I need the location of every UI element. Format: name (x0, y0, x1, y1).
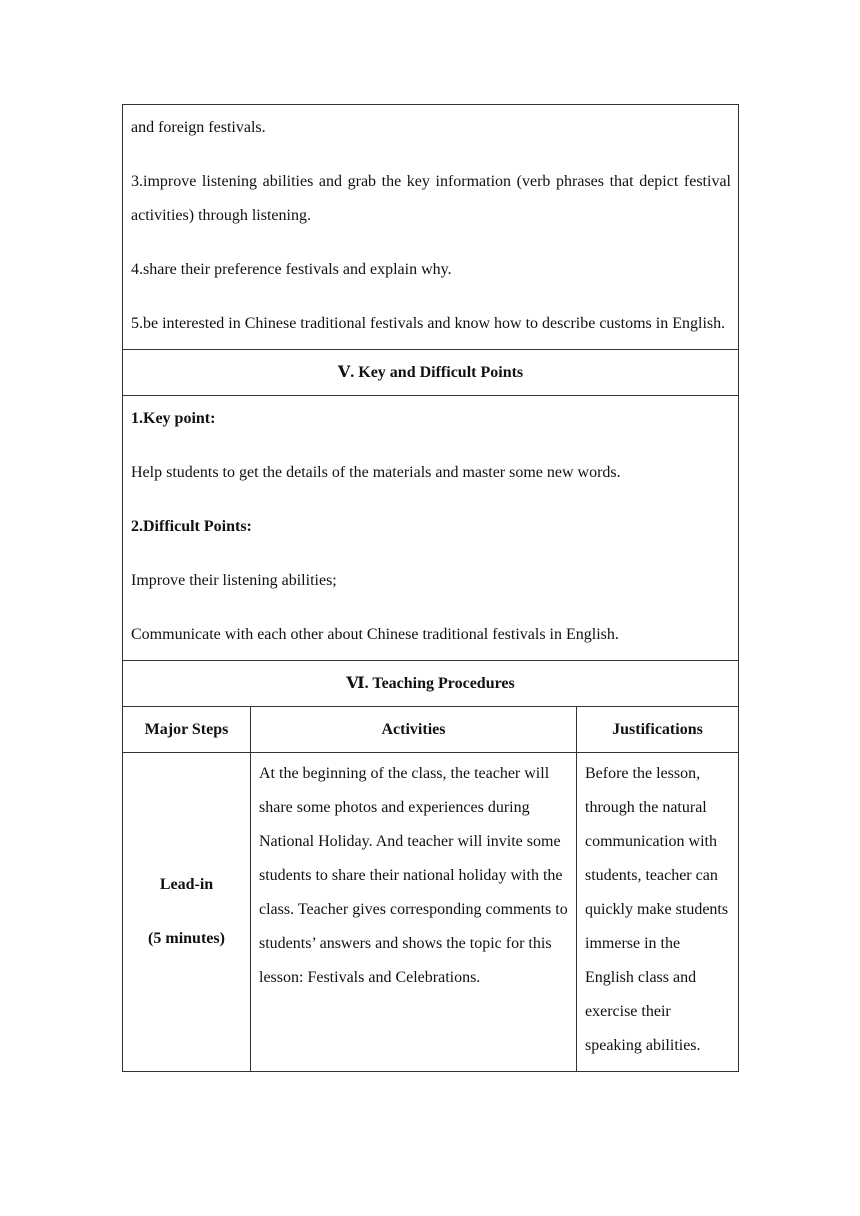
objectives-cell (123, 105, 739, 350)
section-5-heading-row (123, 350, 739, 396)
objective-continuation: and foreign festivals. (131, 119, 266, 136)
procedures-header-row (123, 707, 739, 753)
justification-cell (577, 753, 739, 1072)
activity-text: At the beginning of the class, the teacher will share some photos and experiences during National Holiday. And teacher will invite some students to share their national holiday with the class. Teacher gives corresponding comments to students’ answers and shows the topic for this lesson: Festivals and Celebrations. (259, 765, 568, 986)
objective-item-3: 3.improve listening abilities and grab the key information (verb phrases that depict festival activities) through listening. (131, 173, 731, 224)
objective-item-5: 5.be interested in Chinese traditional festivals and know how to describe customs in English. (131, 315, 726, 332)
key-point-text: Help students to get the details of the materials and master some new words. (131, 464, 621, 481)
difficult-point-1: Improve their listening abilities; (131, 572, 337, 589)
section-6-heading-row (123, 661, 739, 707)
activity-cell (251, 753, 577, 1072)
step-duration: (5 minutes) (148, 930, 225, 947)
objectives-row (123, 105, 739, 350)
table-row (123, 753, 739, 1072)
objective-item-4: 4.share their preference festivals and explain why. (131, 261, 452, 278)
step-name: Lead-in (159, 876, 214, 893)
step-cell (123, 753, 251, 1072)
column-header-justifications: Justifications (577, 707, 739, 753)
difficult-point-2: Communicate with each other about Chinese traditional festivals in English. (131, 626, 619, 643)
lesson-plan-table (122, 104, 739, 1072)
key-points-cell (123, 396, 739, 661)
column-header-major-steps: Major Steps (123, 707, 251, 753)
key-points-row (123, 396, 739, 661)
column-header-activities: Activities (251, 707, 577, 753)
difficult-points-label: 2.Difficult Points: (131, 518, 252, 535)
section-6-heading: Ⅵ. Teaching Procedures (123, 661, 739, 707)
section-5-heading: Ⅴ. Key and Difficult Points (123, 350, 739, 396)
justification-text: Before the lesson, through the natural communication with students, teacher can quickly make students immerse in the English class and exercise their speaking abilities. (585, 765, 729, 1054)
key-point-label: 1.Key point: (131, 410, 216, 427)
